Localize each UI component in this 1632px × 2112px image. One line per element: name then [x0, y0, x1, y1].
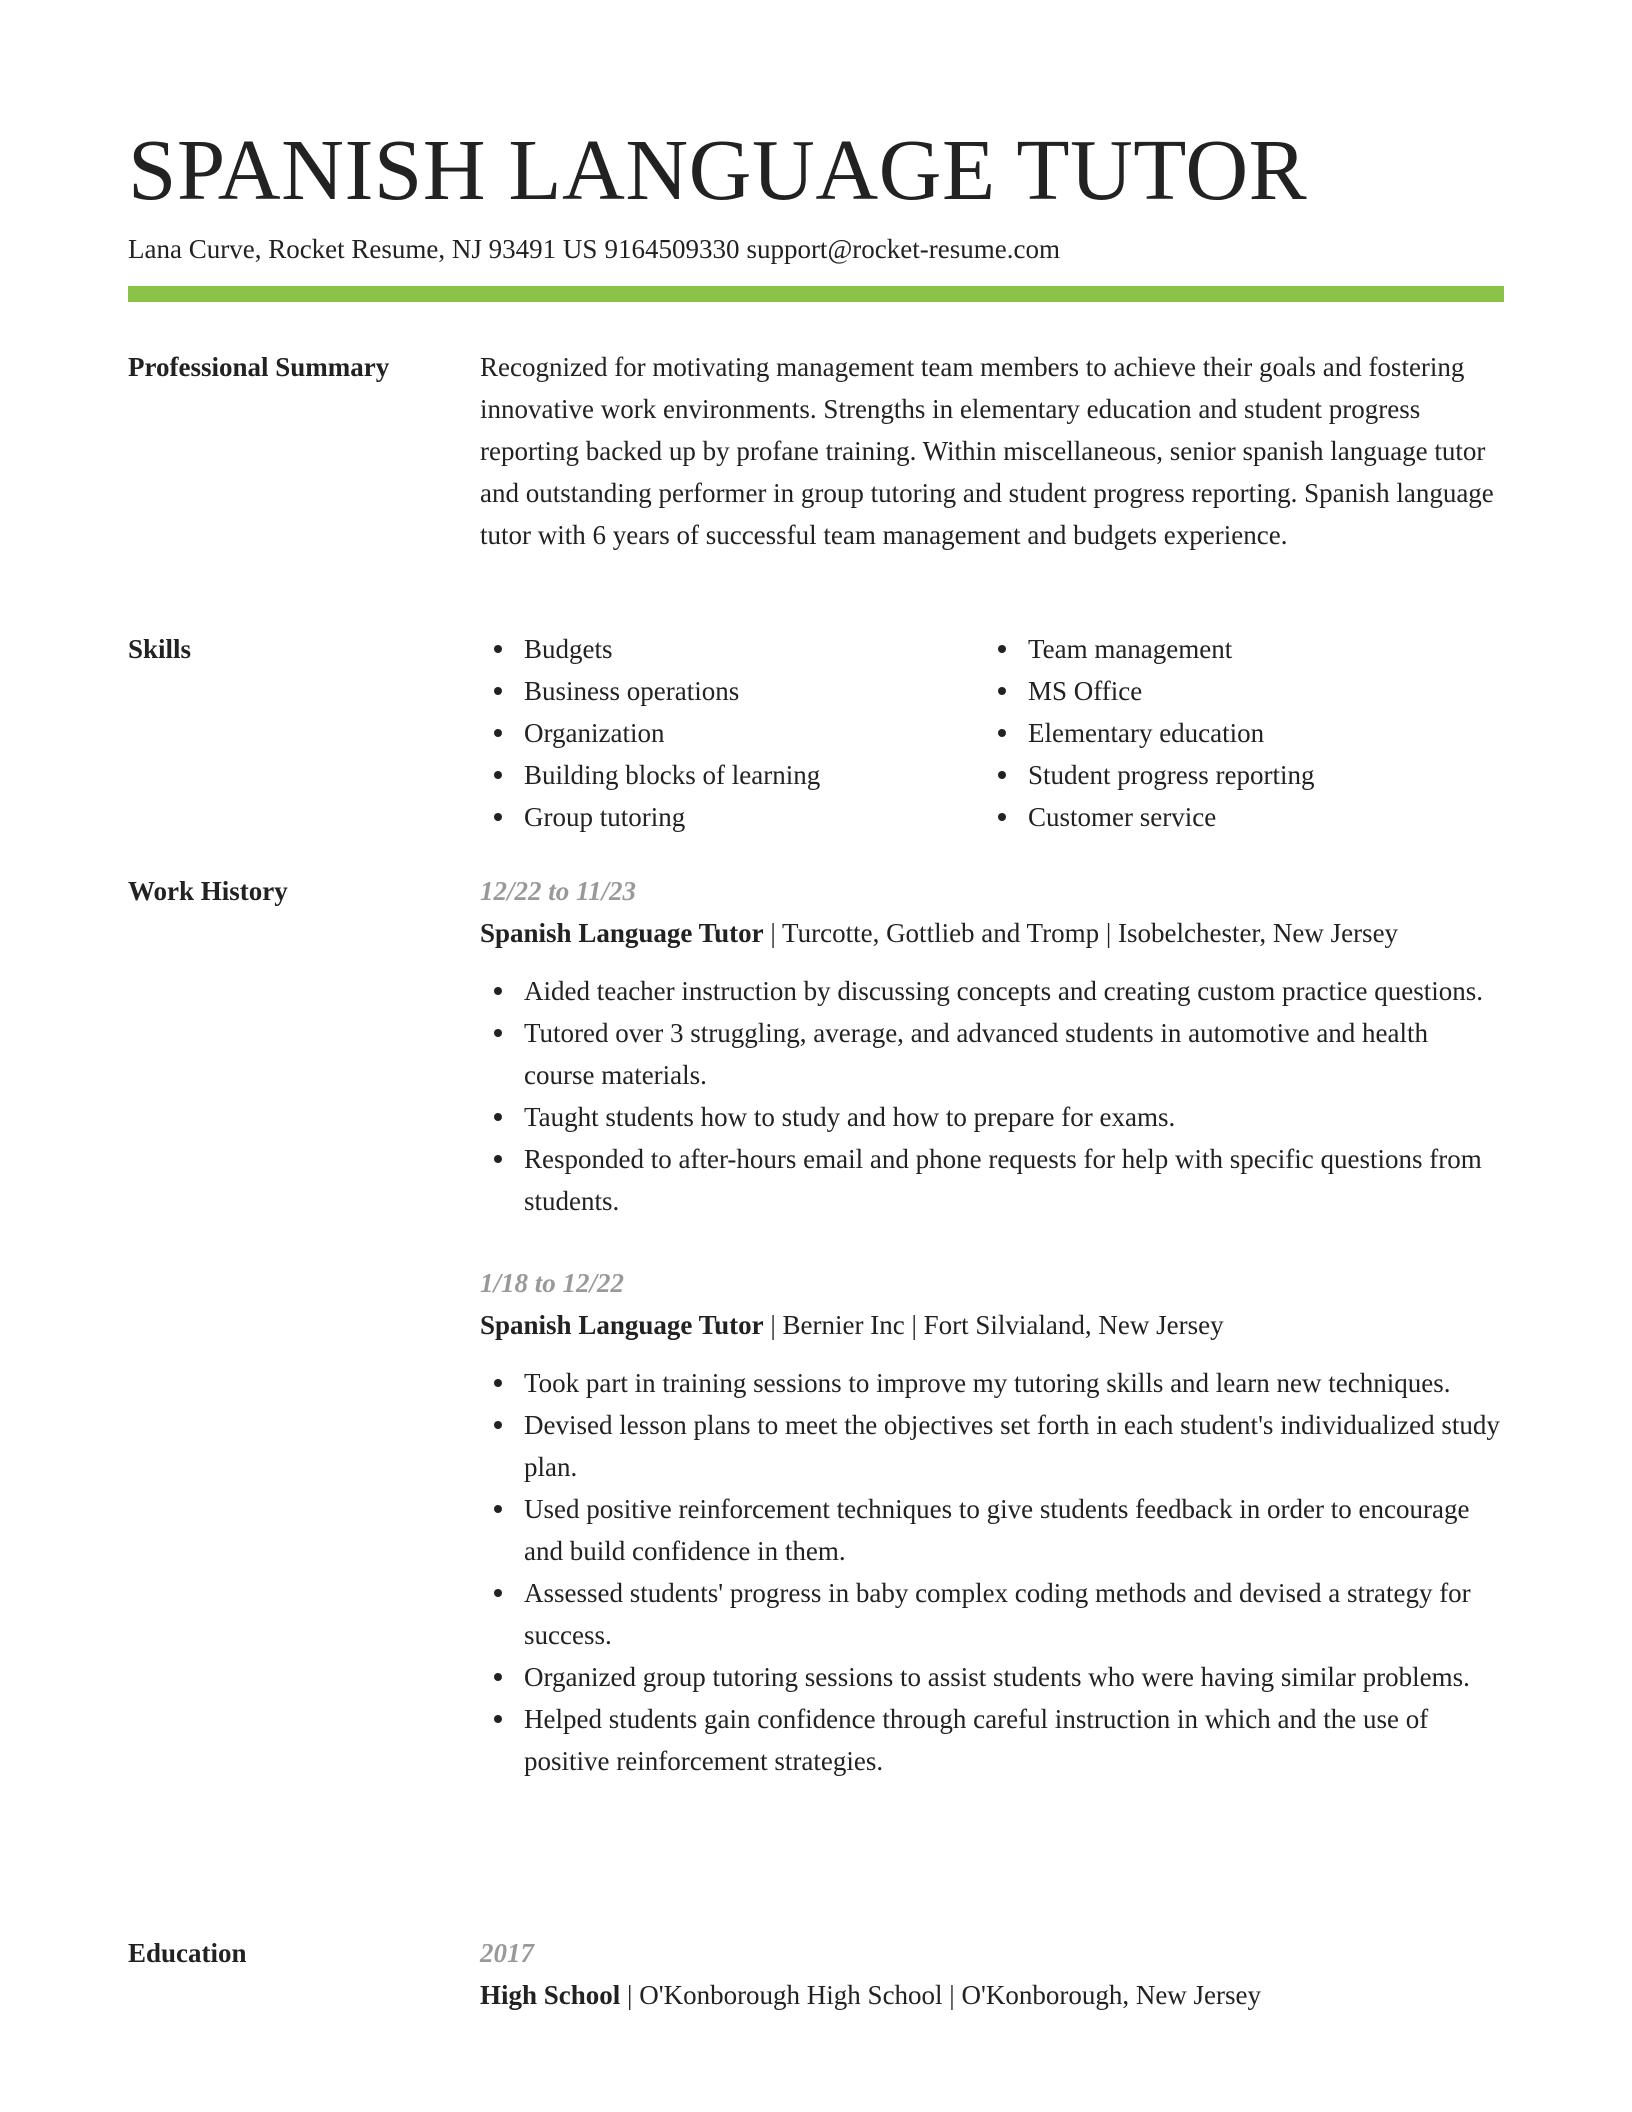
skill-item: Building blocks of learning — [480, 754, 984, 796]
job-bullets — [480, 1362, 1504, 1782]
accent-divider — [128, 286, 1504, 302]
job-bullet: Devised lesson plans to meet the objectives set forth in each student's individualized study plan. — [480, 1404, 1504, 1488]
skill-item: Group tutoring — [480, 796, 984, 838]
job-bullet: Aided teacher instruction by discussing concepts and creating custom practice questions. — [480, 970, 1504, 1012]
skill-item: Budgets — [480, 628, 984, 670]
job-bullet: Taught students how to study and how to prepare for exams. — [480, 1096, 1504, 1138]
skill-item: Business operations — [480, 670, 984, 712]
skills-heading: Skills — [128, 634, 192, 664]
skill-item: Customer service — [984, 796, 1488, 838]
skills-left-column — [480, 628, 984, 838]
skill-item: Organization — [480, 712, 984, 754]
education-school-location: | O'Konborough High School | O'Konborough, New Jersey — [627, 1980, 1262, 2010]
skills-columns — [480, 628, 1504, 838]
job-bullet: Helped students gain confidence through careful instruction in which and the use of positive reinforcement strategies. — [480, 1698, 1504, 1782]
job-dates: 12/22 to 11/23 — [480, 876, 637, 906]
skill-item: MS Office — [984, 670, 1488, 712]
job-bullet: Assessed students' progress in baby complex coding methods and devised a strategy for success. — [480, 1572, 1504, 1656]
contact-line — [128, 230, 1060, 268]
summary-heading: Professional Summary — [128, 352, 390, 382]
contact-email: support@rocket-resume.com — [746, 234, 1060, 264]
skill-item: Student progress reporting — [984, 754, 1488, 796]
job-title: Spanish Language Tutor — [480, 918, 764, 948]
job-employer-location: | Turcotte, Gottlieb and Tromp | Isobelchester, New Jersey — [770, 918, 1399, 948]
job-employer-location: | Bernier Inc | Fort Silvialand, New Jersey — [770, 1310, 1224, 1340]
skills-right-column — [984, 628, 1488, 838]
job-bullets — [480, 970, 1504, 1222]
summary-text: Recognized for motivating management team members to achieve their goals and fostering innovative work environments. Strengths in elementary education and student progress reporting backed up by profane training. Within miscellaneous, senior spanish language tutor and outstanding performer in group tutoring and student progress reporting. Spanish language tutor with 6 years of successful team management and budgets experience. — [480, 352, 1494, 550]
education-degree: High School — [480, 1980, 621, 2010]
job-heading — [480, 1304, 1504, 1346]
education-heading: Education — [128, 1938, 247, 1968]
education-heading-line — [480, 1974, 1504, 2016]
skills-body — [480, 628, 1504, 838]
job-bullet: Organized group tutoring sessions to assist students who were having similar problems. — [480, 1656, 1504, 1698]
skill-item: Elementary education — [984, 712, 1488, 754]
contact-phone: 9164509330 — [604, 234, 740, 264]
job-entry — [480, 1262, 1504, 1782]
resume-title: SPANISH LANGUAGE TUTOR — [128, 121, 1308, 218]
work-history-heading: Work History — [128, 876, 288, 906]
job-entry — [480, 870, 1504, 1222]
contact-address: Lana Curve, Rocket Resume, NJ 93491 US — [128, 234, 598, 264]
job-bullet: Took part in training sessions to improve my tutoring skills and learn new techniques. — [480, 1362, 1504, 1404]
education-year: 2017 — [480, 1938, 534, 1968]
job-bullet: Responded to after-hours email and phone requests for help with specific questions from students. — [480, 1138, 1504, 1222]
job-bullet: Tutored over 3 struggling, average, and advanced students in automotive and health course materials. — [480, 1012, 1504, 1096]
job-heading — [480, 912, 1504, 954]
job-bullet: Used positive reinforcement techniques to give students feedback in order to encourage and build confidence in them. — [480, 1488, 1504, 1572]
job-title: Spanish Language Tutor — [480, 1310, 764, 1340]
summary-body — [480, 346, 1504, 556]
job-dates: 1/18 to 12/22 — [480, 1268, 625, 1298]
work-history-body — [480, 870, 1504, 1782]
skill-item: Team management — [984, 628, 1488, 670]
education-body — [480, 1932, 1504, 2016]
